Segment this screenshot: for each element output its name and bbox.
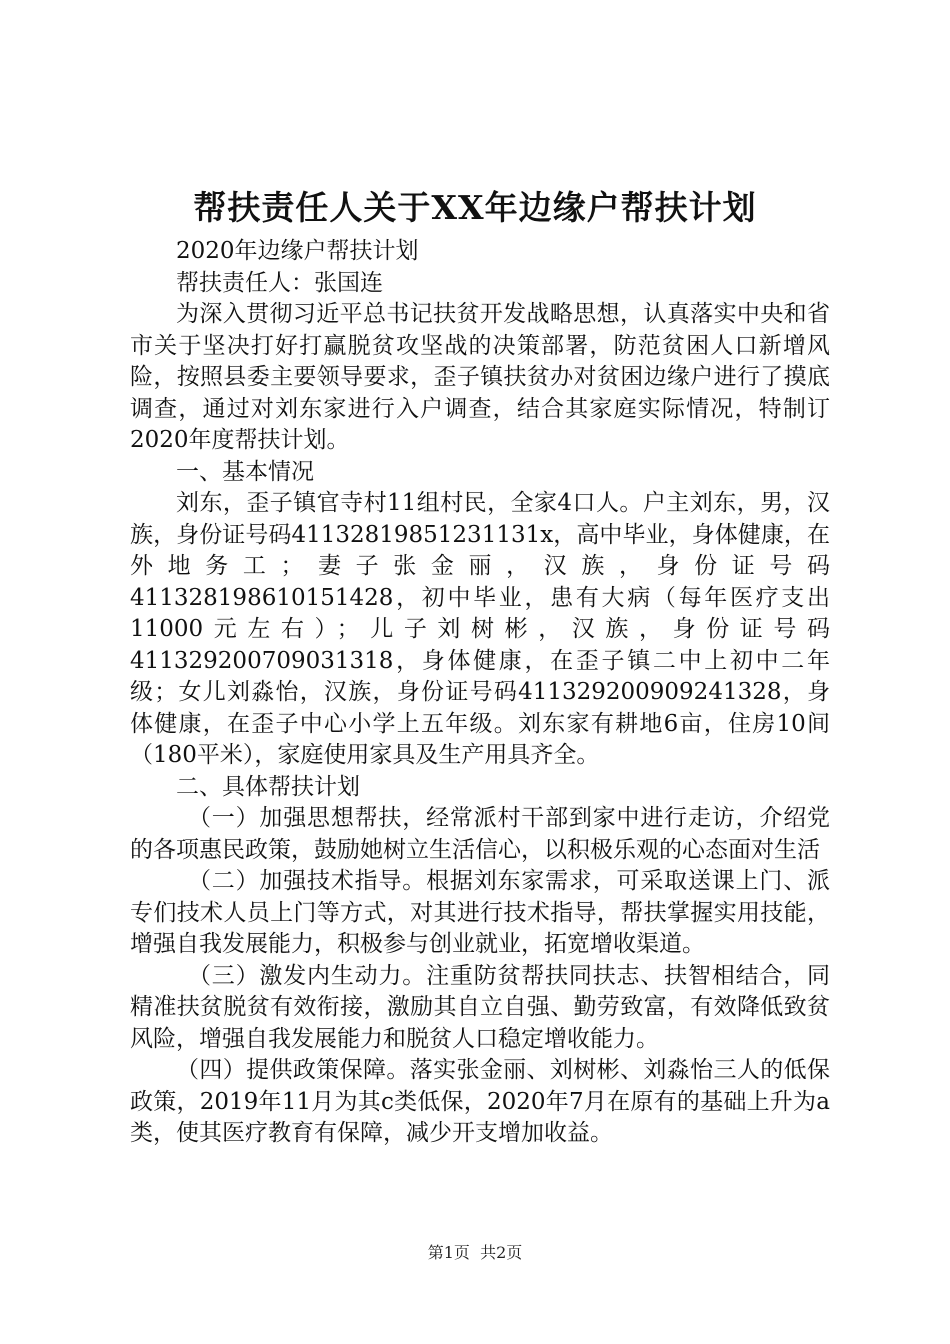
plan-item-2: （二）加强技术指导。根据刘东家需求，可采取送课上门、派专们技术人员上门等方式，对其进行技术指导，帮扶掌握实用技能，增强自我发展能力，积极参与创业就业，拓宽增收渠道。 [130,868,830,957]
plan-item-4: （四）提供政策保障。落实张金丽、刘树彬、刘淼怡三人的低保政策，2019年11月为其c类低保，2020年7月在原有的基础上升为a类，使其医疗教育有保障，减少开支增加收益。 [130,1057,830,1146]
intro-paragraph: 为深入贯彻习近平总书记扶贫开发战略思想，认真落实中央和省市关于坚决打好打赢脱贫攻坚战的决策部署，防范贫困人口新增风险，按照县委主要领导要求，歪子镇扶贫办对贫困边缘户进行了摸底调查，通过对刘东家进行入户调查，结合其家庭实际情况，特制订2020年度帮扶计划。 [130,301,830,453]
page-number-total: 共2页 [480,1243,523,1262]
page-footer [0,1243,950,1263]
plan-item-3: （三）激发内生动力。注重防贫帮扶同扶志、扶智相结合，同精准扶贫脱贫有效衔接，激励其自立自强、勤劳致富，有效降低致贫风险，增强自我发展能力和脱贫人口稳定增收能力。 [130,962,830,1052]
subtitle-plan: 2020年边缘户帮扶计划 [176,238,419,264]
page-number-current: 第1页 [427,1243,470,1262]
document-title: 帮扶责任人关于XX年边缘户帮扶计划 [193,188,757,227]
plan-item-1: （一）加强思想帮扶，经常派村干部到家中进行走访，介绍党的各项惠民政策，鼓励她树立生活信心，以积极乐观的心态面对生活 [130,805,830,863]
section-heading-plan: 二、具体帮扶计划 [176,773,360,800]
responsible-person: 帮扶责任人：张国连 [176,269,383,296]
document-body [130,236,830,1150]
section-heading-basic-info: 一、基本情况 [176,458,314,485]
basic-info-paragraph: 刘东，歪子镇官寺村11组村民，全家4口人。户主刘东，男，汉族，身份证号码41132819851231131x，高中毕业，身体健康，在外地务工；妻子张金丽，汉族，身份证号码411328198610151428，初中毕业，患有大病（每年医疗支出11000元左右）；儿子刘树彬，汉族，身份证号码411329200709031318，身体健康，在歪子镇二中上初中二年级；女儿刘淼怡，汉族，身份证号码411329200909241328，身体健康，在歪子中心小学上五年级。刘东家有耕地6亩，住房10间（180平米），家庭使用家具及生产用具齐全。 [130,490,830,768]
